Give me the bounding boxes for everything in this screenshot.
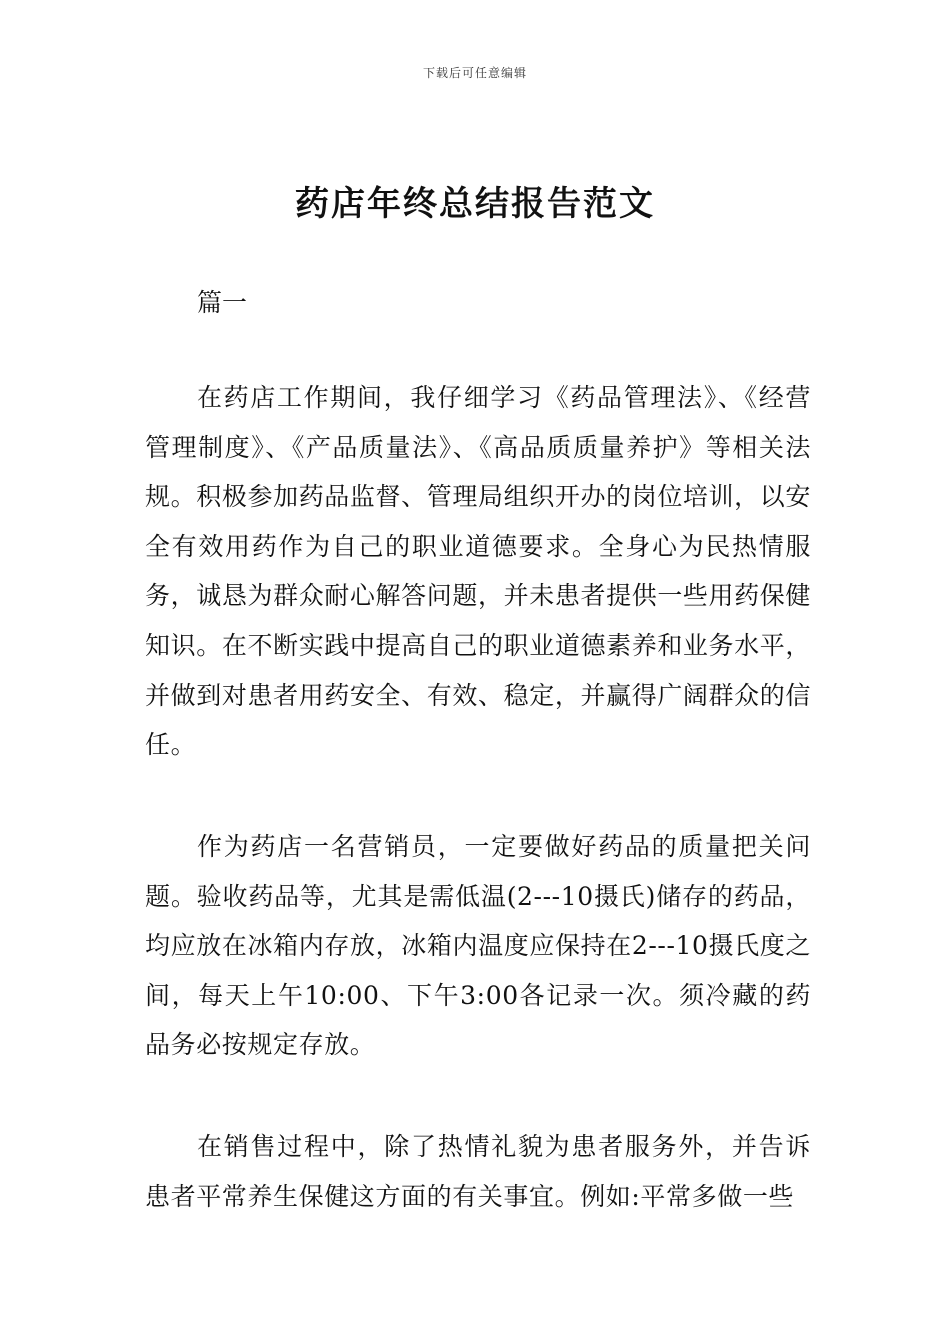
paragraph-3: 在销售过程中，除了热情礼貌为患者服务外，并告诉患者平常养生保健这方面的有关事宜。例如:平常多做一些 bbox=[145, 1132, 811, 1211]
page-header-note: 下载后可任意编辑 bbox=[422, 66, 527, 80]
section-label: 篇一 bbox=[197, 288, 248, 317]
document-title: 药店年终总结报告范文 bbox=[295, 184, 655, 224]
paragraph-1: 在药店工作期间，我仔细学习《药品管理法》、《经营管理制度》、《产品质量法》、《高品质质量养护》等相关法规。积极参加药品监督、管理局组织开办的岗位培训，以安全有效用药作为自己的职业道德要求。全身心为民热情服务，诚恳为群众耐心解答问题，并未患者提供一些用药保健知识。在不断实践中提高自己的职业道德素养和业务水平，并做到对患者用药安全、有效、稳定，并赢得广阔群众的信任。 bbox=[145, 383, 811, 760]
paragraph-2: 作为药店一名营销员，一定要做好药品的质量把关问题。验收药品等，尤其是需低温(2---10摄氏)储存的药品，均应放在冰箱内存放，冰箱内温度应保持在2---10摄氏度之间，每天上午10:00、下午3:00各记录一次。须冷藏的药品务必按规定存放。 bbox=[145, 832, 811, 1060]
